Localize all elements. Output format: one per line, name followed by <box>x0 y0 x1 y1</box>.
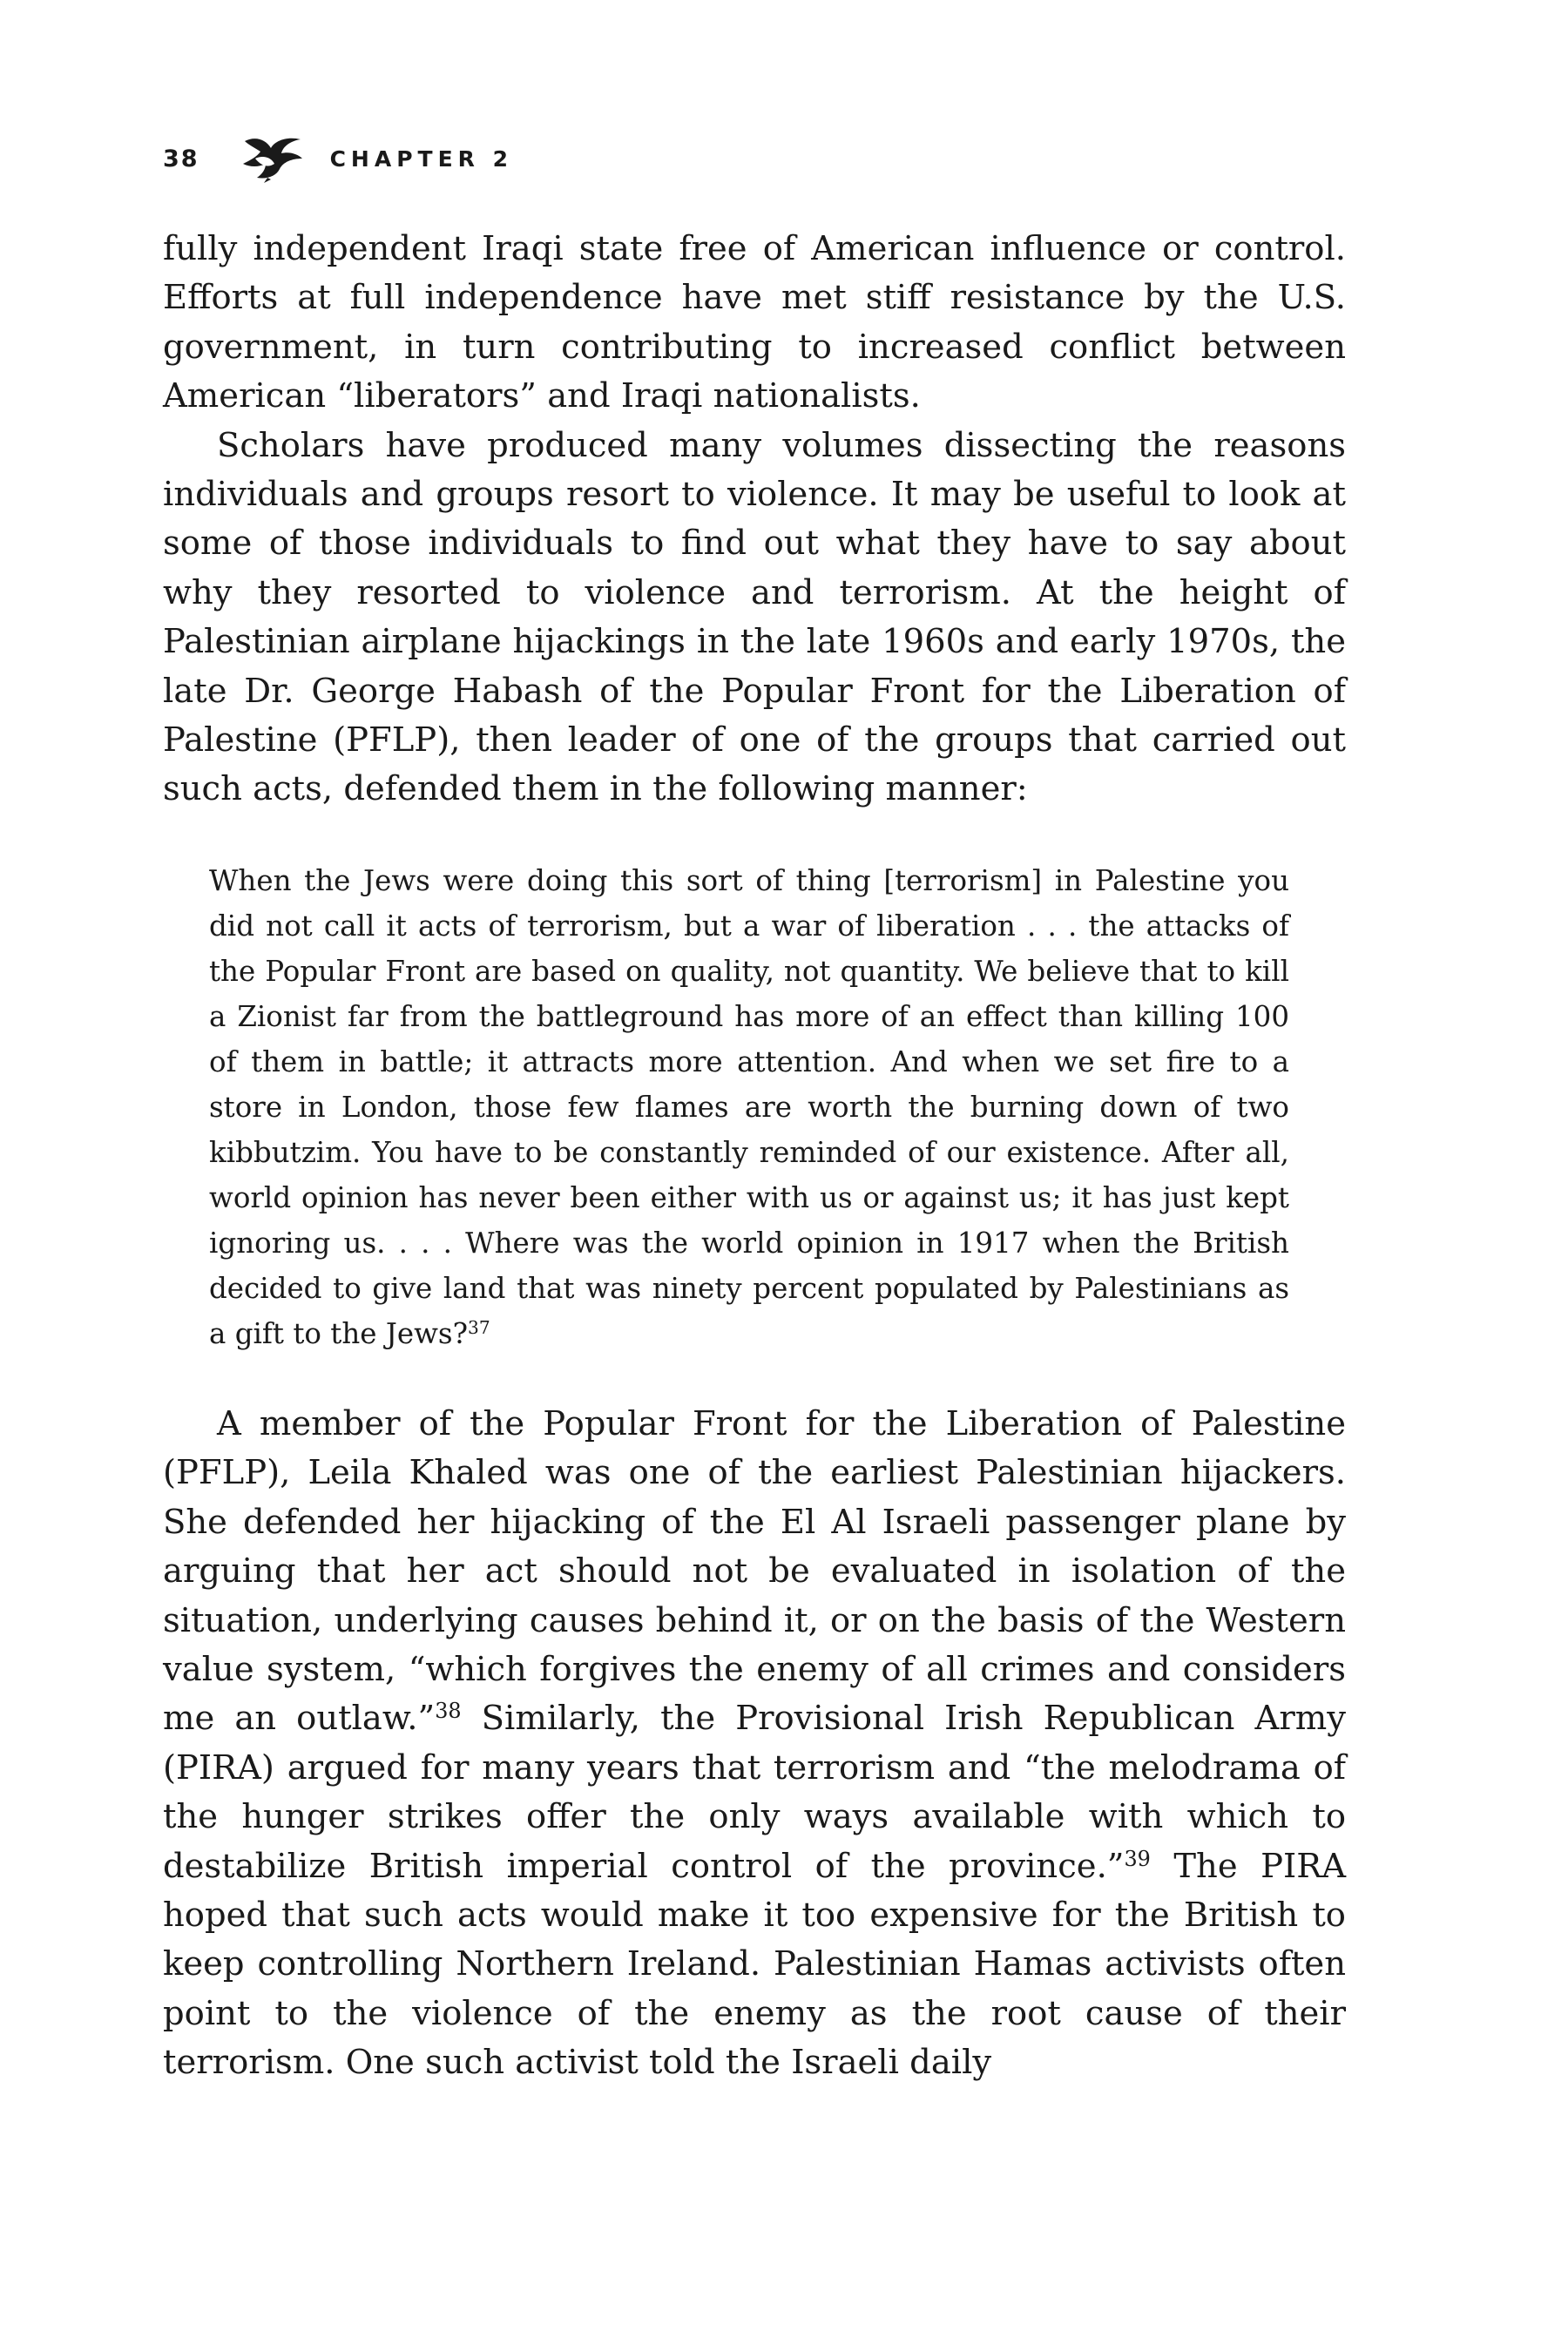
paragraph-continued: fully independent Iraqi state free of American influence or control. Efforts at full independence have met stiff resistance by the U.S. government, in turn contributing to increased conflict between American “liberators” and Iraqi nationalists. <box>163 229 1346 416</box>
page-number: 38 <box>163 145 199 172</box>
hawk-ornament-icon <box>236 132 306 185</box>
block-quote <box>209 858 1289 1356</box>
footnote-ref-37: 37 <box>468 1316 490 1338</box>
footnote-ref-38: 38 <box>435 1699 462 1724</box>
paragraph-khaled-text-a: A member of the Popular Front for the Liberation of Palestine (PFLP), Leila Khaled was one of the earliest Palestinian hijackers. She defended her hijacking of the El Al Israeli passenger plane by arguing that her act should not be evaluated in isolation of the situation, underlying causes behind it, or on the basis of the Western value system, “which forgives the enemy of all crimes and considers me an outlaw.” <box>163 1403 1346 1739</box>
running-head <box>163 132 513 185</box>
chapter-label: CHAPTER 2 <box>329 145 513 172</box>
block-quote-text: When the Jews were doing this sort of thing [terrorism] in Palestine you did not call it acts of terrorism, but a war of liberation . . . the attacks of the Popular Front are based on quality, not quantity. We believe that to kill a Zionist far from the battleground has more of an effect than killing 100 of them in battle; it attracts more attention. And when we set fire to a store in London, those few flames are worth the burning down of two kibbutzim. You have to be constantly reminded of our existence. After all, world opinion has never been either with us or against us; it has just kept ignoring us. . . . Where was the world opinion in 1917 when the British decided to give land that was ninety percent populated by Palestinians as a gift to the Jews? <box>209 863 1289 1350</box>
paragraph-habash: Scholars have produced many volumes dissecting the reasons individuals and groups resort to violence. It may be useful to look at some of those individuals to find out what they have to say about why they resorted to violence and terrorism. At the height of Palestinian airplane hijackings in the late 1960s and early 1970s, the late Dr. George Habash of the Popular Front for the Liberation of Palestine (PFLP), then leader of one of the groups that carried out such acts, defended them in the following manner: <box>163 425 1346 809</box>
body-text <box>163 225 1346 2088</box>
paragraph-khaled-text-b: Similarly, the Provisional Irish Republican Army (PIRA) argued for many years that terrorism and “the melodrama of the hunger strikes offer the only ways available with which to destabilize British imperial control of the province.” <box>163 1699 1346 1886</box>
paragraph-khaled-text-c: The PIRA hoped that such acts would make it too expensive for the British to keep controlling Northern Ireland. Palestinian Hamas activists often point to the violence of the enemy as the root cause of their terrorism. One such activist told the Israeli daily <box>163 1846 1347 2083</box>
paragraph-khaled <box>163 1400 1346 2088</box>
footnote-ref-39: 39 <box>1124 1846 1151 1871</box>
